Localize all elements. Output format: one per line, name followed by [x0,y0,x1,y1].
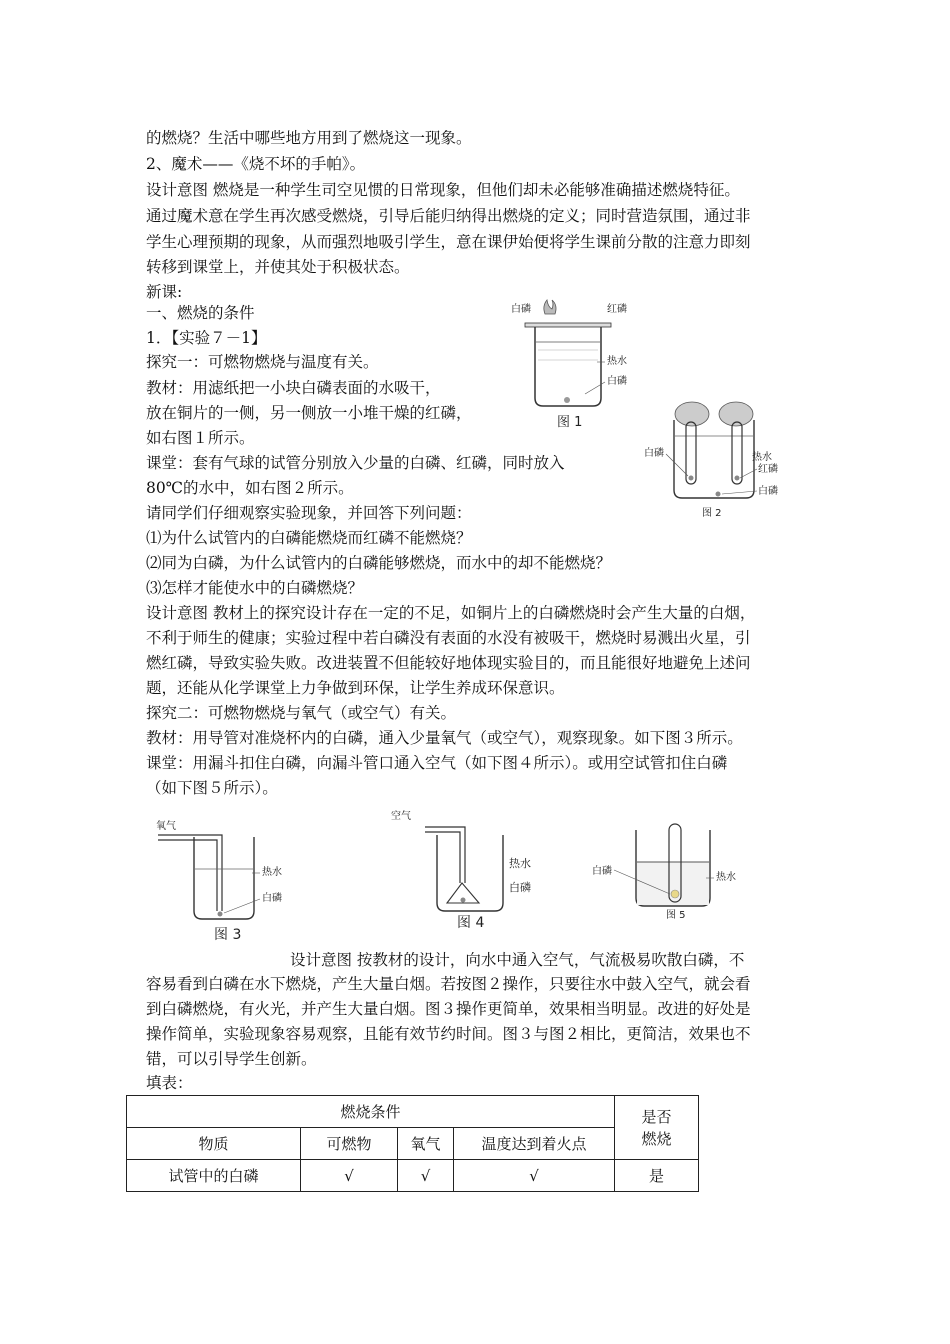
table-cell: √ [301,1160,398,1192]
section-heading: 一、燃烧的条件 [146,304,255,322]
air-tube [425,827,465,883]
figure-1 [505,298,635,433]
text-line: 错，可以引导学生创新。 [146,1050,317,1068]
fig1-caption: 图 1 [557,415,583,430]
fig2-label-white-p: 白磷 [644,448,664,459]
text-line: 课堂：用漏斗扣住白磷，向漏斗管口通入空气（如下图４所示）。或用空试管扣住白磷 [146,754,728,772]
table-cell: 试管中的白磷 [127,1160,301,1192]
copper-plate [525,323,611,327]
text-line: 燃红磷，导致实验失败。改进装置不但能较好地体现实验目的，而且能很好地避免上述问 [146,654,751,672]
fig4-label-air: 空气 [391,811,411,822]
text-line: 设计意图 燃烧是一种学生司空见惯的日常现象，但他们却未必能够准确描述燃烧特征。 [146,181,740,199]
table-group-header: 燃烧条件 [127,1096,615,1128]
text-line: 2、魔术——《烧不坏的手帕》。 [146,155,366,173]
fig2-label-red-p: 红磷 [758,464,778,475]
table-burn-header [615,1096,699,1160]
beaker [437,835,503,911]
text-line: 设计意图 教材上的探究设计存在一定的不足，如铜片上的白磷燃烧时会产生大量的白烟， [146,604,756,622]
fig3-caption: 图 3 [214,927,242,943]
text-line: 教材：用导管对准烧杯内的白磷，通入少量氧气（或空气），观察现象。如下图３所示。 [146,729,743,747]
table-cell: 是 [615,1160,699,1192]
table-row [127,1160,699,1192]
text-line: 80℃的水中，如右图２所示。 [146,479,354,497]
text-line: 通过魔术意在学生再次感受燃烧，引导后能归纳得出燃烧的定义；同时营造氛围，通过非 [146,207,751,225]
gas-tube [158,835,222,911]
figure-2 [640,398,790,520]
fig4-caption: 图 4 [457,915,485,931]
figure-5 [590,818,760,926]
fig3-label-hot-water: 热水 [262,867,282,878]
test-tube-left [686,422,696,484]
table-col-header: 温度达到着火点 [454,1128,615,1160]
burn-header-line-1: 是否 [641,1107,672,1126]
fig2-label-white-p2: 白磷 [758,486,778,497]
text-line: 新课: [146,283,183,301]
figure-3 [150,815,300,945]
text-line: 如右图１所示。 [146,429,255,447]
fig1-label-red-p: 红磷 [607,304,627,315]
beaker [535,327,601,406]
experiment-heading: 1．【实验７－1】 [146,329,267,347]
figure-4 [385,803,545,931]
text-line: 到白磷燃烧，有火光，并产生大量白烟。图３操作更简单，效果相当明显。改进的好处是 [146,1000,751,1018]
fig4-label-hot-water: 热水 [509,857,531,870]
text-line: 题，还能从化学课堂上力争做到环保，让学生养成环保意识。 [146,679,565,697]
text-line: 课堂：套有气球的试管分别放入少量的白磷、红磷，同时放入 [146,454,565,472]
text-line: 容易看到白磷在水下燃烧，产生大量白烟。若按图２操作，只要往水中鼓入空气，就会看 [146,975,751,993]
text-line: 设计意图 按教材的设计，向水中通入空气，气流极易吹散白磷，不 [290,951,745,969]
white-phosphorus-dot [564,397,570,403]
text-line: 探究一：可燃物燃烧与温度有关。 [146,353,379,371]
fig1-label-white-p: 白磷 [511,304,531,315]
question-3: ⑶怎样才能使水中的白磷燃烧？ [146,579,364,597]
table-col-header: 氧气 [398,1128,454,1160]
fig5-caption: 图 5 [666,910,686,921]
burn-header-line-2: 燃烧 [641,1129,672,1148]
text-line: 学生心理预期的现象，从而强烈地吸引学生，意在课伊始便将学生课前分散的注意力即刻 [146,233,751,251]
fig2-label-hot-water: 热水 [752,452,772,463]
text-line: （如下图５所示）。 [146,779,278,797]
text-line: 操作简单，实验现象容易观察，且能有效节约时间。图３与图２相比，更简洁，效果也不 [146,1025,751,1043]
flame-icon [544,300,556,314]
fig1-label-white-p2: 白磷 [607,376,627,387]
fig5-label-hot-water: 热水 [716,872,736,883]
text-line: 教材：用滤纸把一小块白磷表面的水吸干， [146,379,441,397]
fig3-label-white-p: 白磷 [262,893,282,904]
test-tube-right [732,422,742,484]
table-cell: √ [398,1160,454,1192]
text-line: 请同学们仔细观察实验现象，并回答下列问题： [146,504,472,522]
question-1: ⑴为什么试管内的白磷能燃烧而红磷不能燃烧？ [146,529,472,547]
text-line: 探究二：可燃物燃烧与氧气（或空气）有关。 [146,704,457,722]
fig4-label-white-p: 白磷 [509,881,531,894]
combustion-conditions-table [126,1095,699,1192]
fig3-label-oxygen: 氧气 [156,821,176,832]
text-line: 的燃烧？生活中哪些地方用到了燃烧这一现象。 [146,129,472,147]
hot-water-area [637,862,709,905]
fig1-label-hot-water: 热水 [607,356,627,367]
table-col-header: 可燃物 [301,1128,398,1160]
table-col-header: 物质 [127,1128,301,1160]
table-cell: √ [454,1160,615,1192]
text-line: 不利于师生的健康；实验过程中若白磷没有表面的水没有被吸干，燃烧时易溅出火星，引 [146,629,751,647]
text-line: 放在铜片的一侧，另一侧放一小堆干燥的红磷， [146,404,472,422]
question-2: ⑵同为白磷，为什么试管内的白磷能够燃烧，而水中的却不能燃烧？ [146,554,612,572]
white-phosphorus-dot [671,890,679,898]
table-intro: 填表： [146,1074,193,1092]
beaker [194,837,254,919]
text-line: 转移到课堂上，并使其处于积极状态。 [146,258,410,276]
fig5-label-white-p: 白磷 [592,866,612,877]
fig2-caption: 图 2 [702,508,722,519]
